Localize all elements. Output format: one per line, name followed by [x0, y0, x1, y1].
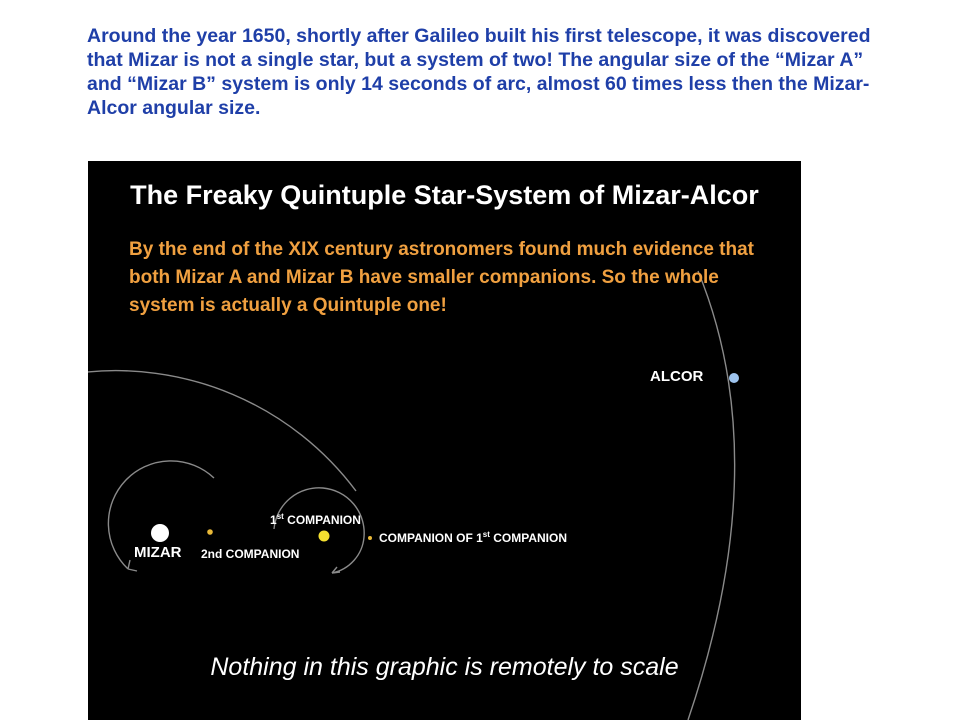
orbit-arrow-icon: [128, 560, 137, 571]
second-companion-label: 2nd COMPANION: [201, 547, 300, 561]
companion-of-first-companion-star: [368, 536, 372, 540]
first-companion-star: [319, 531, 330, 542]
first-companion-number: 1: [270, 513, 277, 527]
companion-of-first-suffix: COMPANION: [489, 531, 568, 545]
mizar-star: [151, 524, 169, 542]
first-companion-label: [270, 512, 361, 527]
alcor-label: ALCOR: [650, 368, 704, 385]
mizar-system-orbit: [88, 371, 356, 491]
first-companion-word: COMPANION: [283, 513, 361, 527]
star-system-graphic: [88, 161, 801, 720]
companion-of-first-label: [379, 530, 567, 545]
intro-paragraph: Around the year 1650, shortly after Galileo built his first telescope, it was discovered that Mizar is not a single star, but a system of two! The angular size of the “Mizar A” and “Mizar B” system is only 14 seconds of arc, almost 60 times less then the Mizar-Alcor angular size.: [87, 25, 871, 119]
companion-of-first-ordinal: st: [482, 530, 490, 539]
scale-disclaimer: Nothing in this graphic is remotely to scale: [210, 653, 679, 681]
second-companion-star: [207, 529, 213, 535]
mizar-label: MIZAR: [134, 544, 182, 561]
first-companion-ordinal: st: [276, 512, 284, 521]
alcor-star: [729, 373, 739, 383]
orbit-arrow-icon: [332, 567, 340, 573]
companion-of-first-prefix: COMPANION OF 1: [379, 531, 483, 545]
graphic-title: The Freaky Quintuple Star-System of Mizar-Alcor: [130, 180, 759, 210]
quintuple-note: By the end of the XIX century astronomers found much evidence that both Mizar A and Mizar B have smaller companions. So the whole system is actually a Quintuple one!: [129, 239, 754, 316]
